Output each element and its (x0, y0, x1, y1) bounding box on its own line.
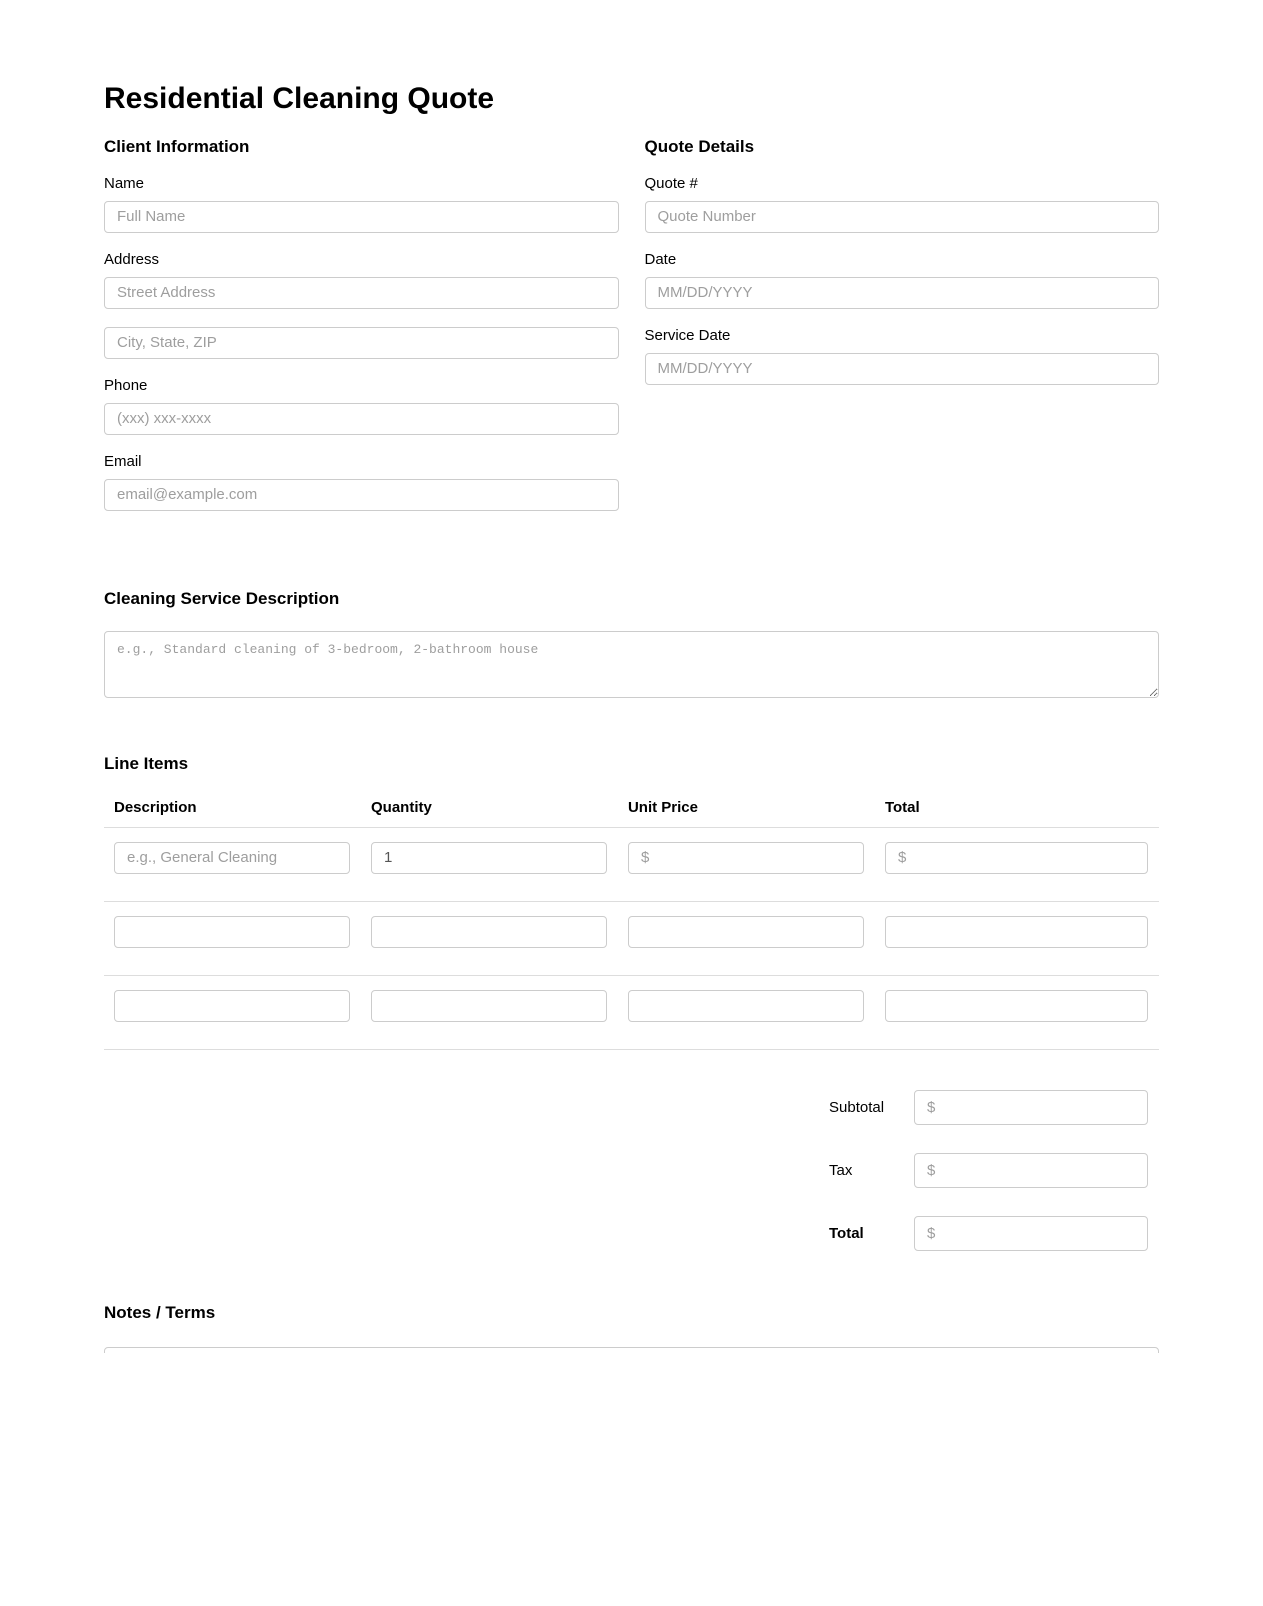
line-item-3-total-input[interactable] (885, 990, 1148, 1022)
email-label: Email (104, 452, 142, 470)
service-description-section (104, 589, 1159, 698)
phone-label: Phone (104, 376, 148, 394)
line-item-2-quantity-input[interactable] (371, 916, 607, 948)
line-items-header-row (104, 799, 1159, 828)
line-item-3-quantity-input[interactable] (371, 990, 607, 1022)
top-columns (104, 137, 1159, 529)
name-label: Name (104, 174, 145, 192)
notes-textarea[interactable] (104, 1347, 1159, 1353)
subtotal-label: Subtotal (829, 1098, 885, 1116)
column-header-quantity: Quantity (361, 799, 618, 828)
subtotal-input[interactable] (914, 1090, 1148, 1125)
line-item-2-unit-price-input[interactable] (628, 916, 864, 948)
line-item-1-unit-price-input[interactable] (628, 842, 864, 874)
line-items-heading: Line Items (104, 754, 189, 774)
line-item-row-3 (104, 975, 1159, 1049)
line-item-3-description-input[interactable] (114, 990, 350, 1022)
service-description-textarea[interactable] (104, 631, 1159, 698)
line-item-3-unit-price-input[interactable] (628, 990, 864, 1022)
total-row (829, 1216, 1159, 1251)
service-date-input[interactable] (645, 353, 1160, 385)
phone-input[interactable] (104, 403, 619, 435)
date-input[interactable] (645, 277, 1160, 309)
client-information-heading: Client Information (104, 136, 250, 156)
notes-section (104, 1303, 1159, 1353)
notes-heading: Notes / Terms (104, 1302, 216, 1322)
line-item-1-quantity-input[interactable] (371, 842, 607, 874)
line-item-1-total-input[interactable] (885, 842, 1148, 874)
email-input[interactable] (104, 479, 619, 511)
line-item-2-description-input[interactable] (114, 916, 350, 948)
line-item-row-1 (104, 827, 1159, 901)
city-state-zip-input[interactable] (104, 327, 619, 359)
tax-row (829, 1153, 1159, 1188)
service-date-label: Service Date (644, 326, 731, 344)
date-label: Date (644, 250, 677, 268)
service-description-heading: Cleaning Service Description (104, 588, 340, 608)
tax-input[interactable] (914, 1153, 1148, 1188)
column-header-description: Description (104, 799, 361, 828)
column-header-total: Total (875, 799, 1159, 828)
quote-details-heading: Quote Details (644, 136, 755, 156)
page-title: Residential Cleaning Quote (104, 82, 495, 115)
tax-label: Tax (829, 1161, 853, 1179)
client-information-section (104, 137, 619, 529)
total-label: Total (829, 1224, 864, 1242)
quote-form-page (104, 0, 1159, 1353)
total-input[interactable] (914, 1216, 1148, 1251)
line-item-row-2 (104, 901, 1159, 975)
quote-details-section (645, 137, 1160, 529)
line-items-section (104, 754, 1159, 1250)
totals-block (104, 1090, 1159, 1251)
quote-number-label: Quote # (644, 174, 698, 192)
address-label: Address (104, 250, 160, 268)
line-items-table (104, 799, 1159, 1050)
subtotal-row (829, 1090, 1159, 1125)
quote-number-input[interactable] (645, 201, 1160, 233)
column-header-unit-price: Unit Price (618, 799, 875, 828)
line-item-1-description-input[interactable] (114, 842, 350, 874)
name-input[interactable] (104, 201, 619, 233)
street-address-input[interactable] (104, 277, 619, 309)
line-item-2-total-input[interactable] (885, 916, 1148, 948)
notes-textarea-container (104, 1347, 1159, 1353)
